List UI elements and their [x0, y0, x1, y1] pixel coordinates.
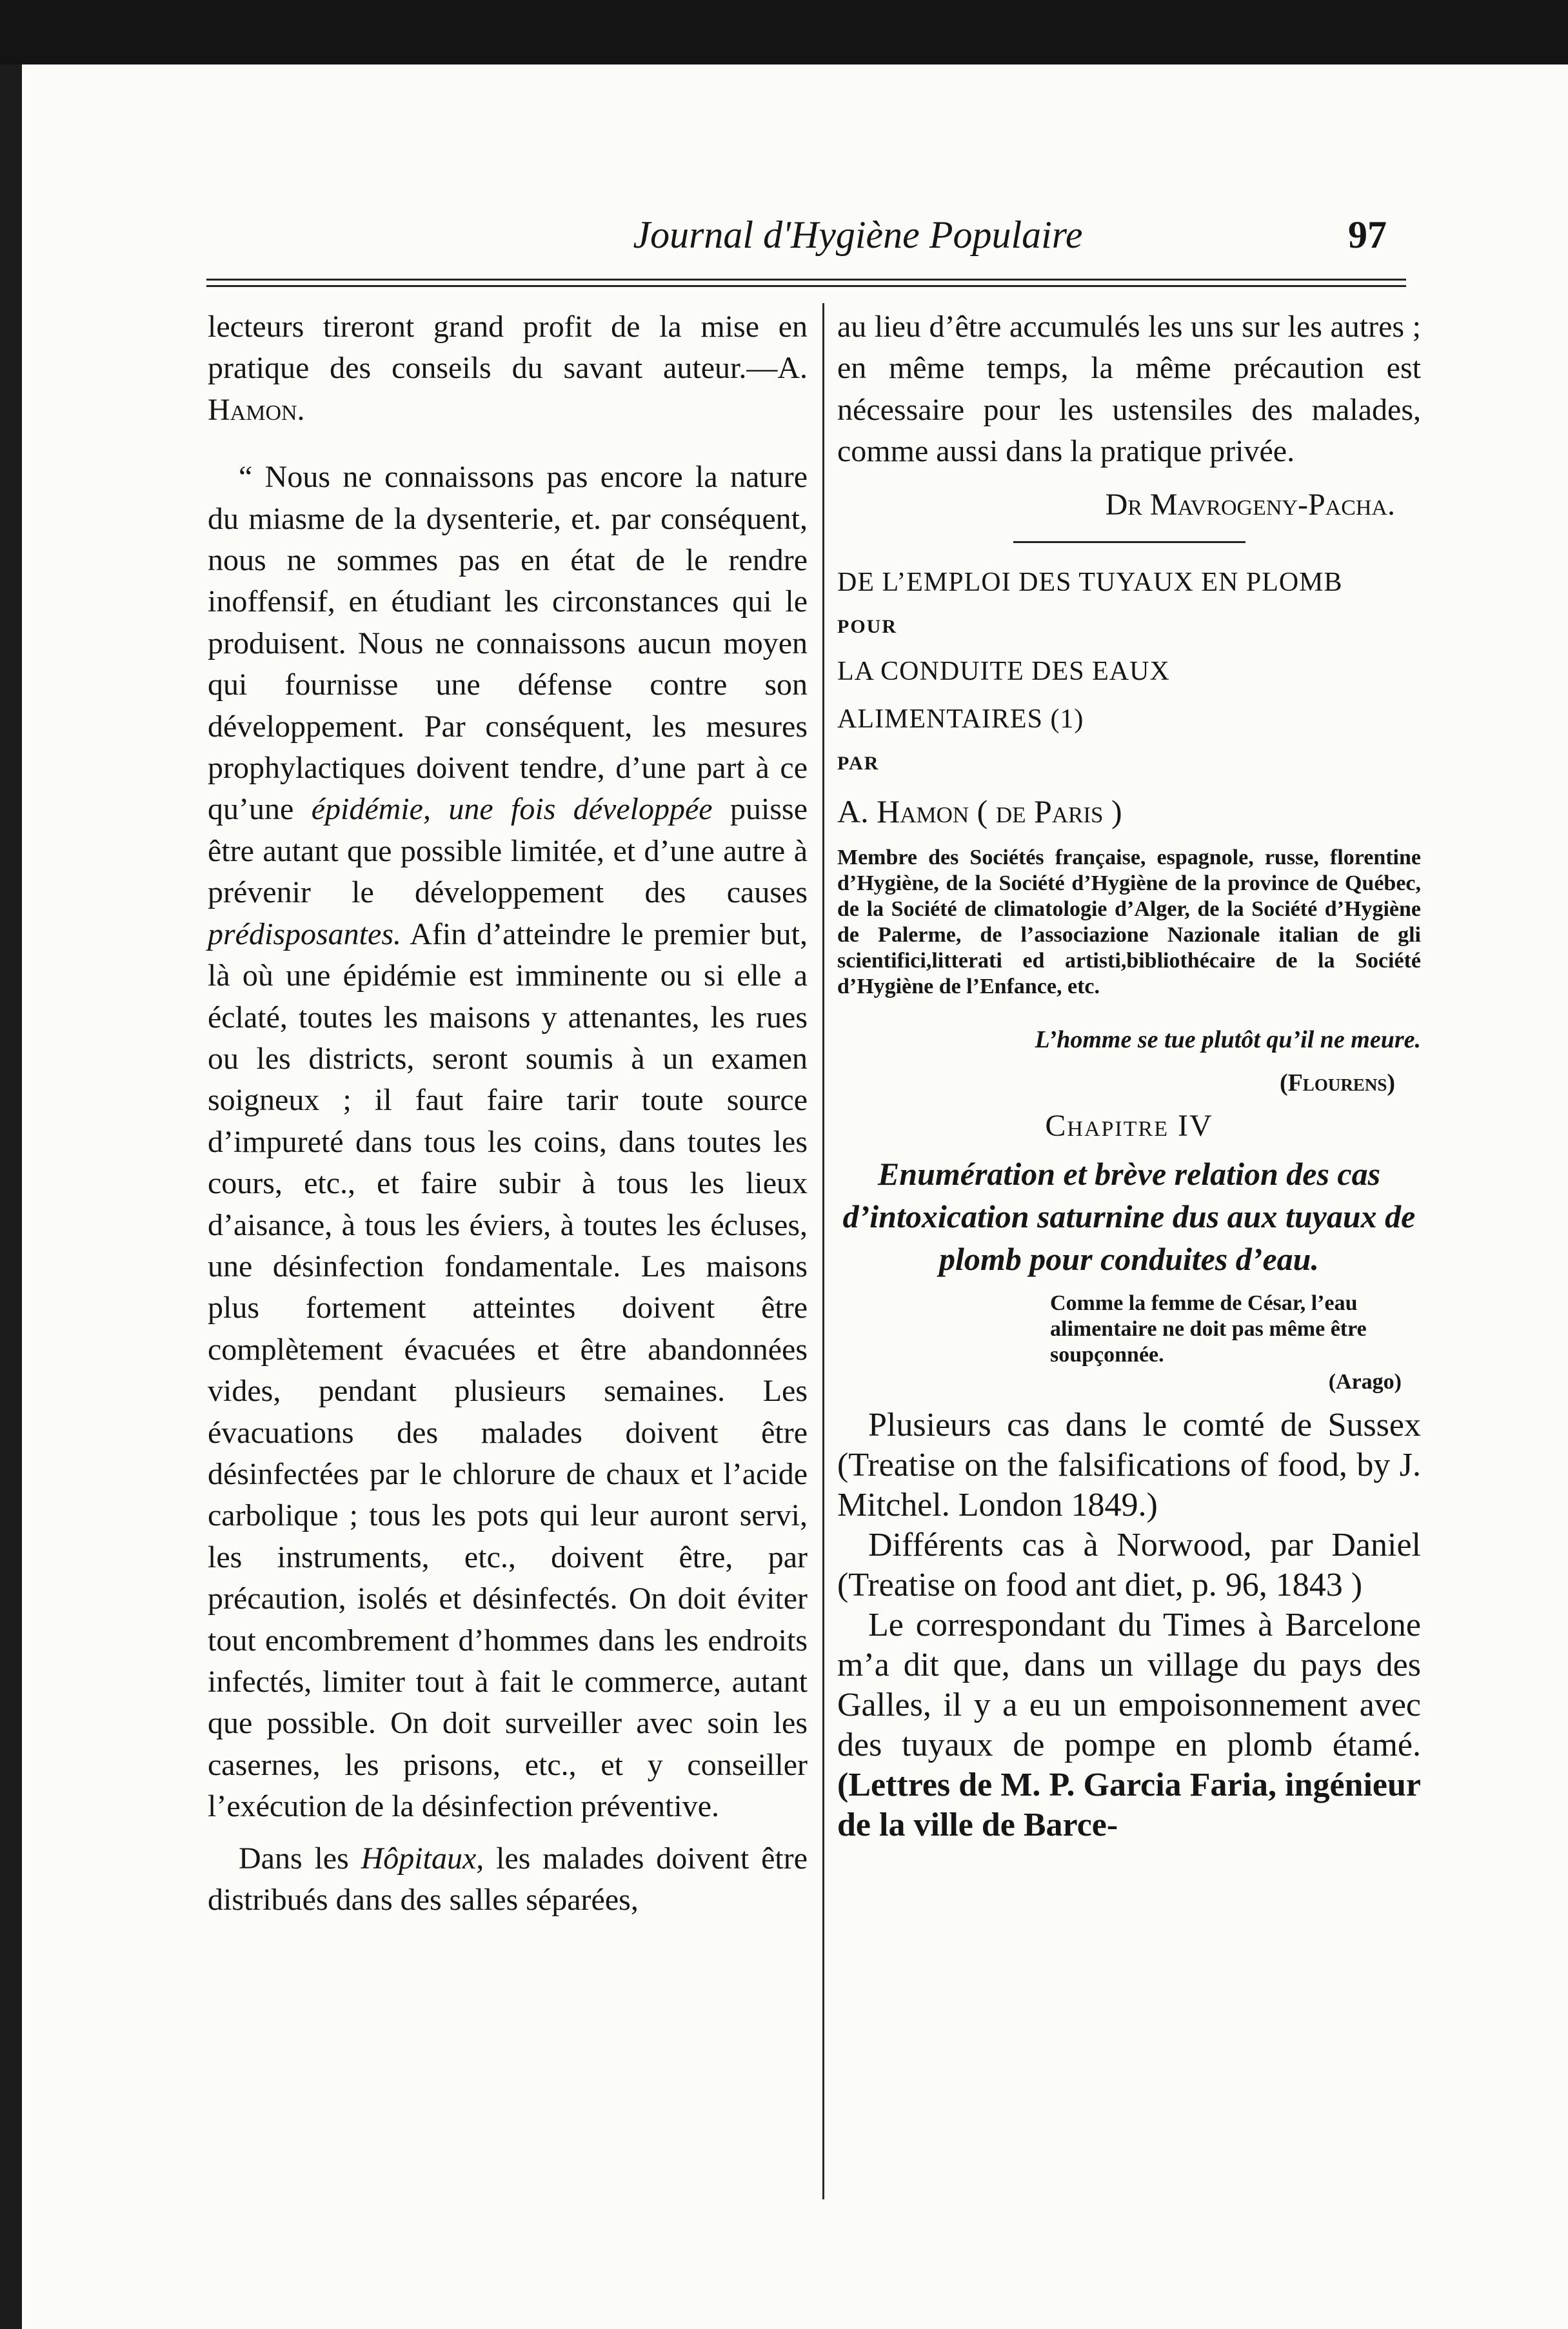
left-p1-text: lecteurs tireront grand profit de la mise en pratique des conseils du savant auteur.—: [208, 310, 808, 386]
article-pour: POUR: [837, 616, 897, 638]
column-divider: [822, 303, 824, 2199]
article-author: A. Hamon ( de Paris ): [837, 793, 1122, 830]
right-column: [837, 306, 1421, 1845]
left-p2-italic-1: épidémie, une fois développée: [311, 792, 713, 827]
running-header-title: Journal d'Hygiène Populaire: [633, 213, 1083, 256]
spacer: [208, 431, 808, 457]
left-p2-text-c: Afin d’atteindre le premier but, là où une épidémie est imminente ou si elle a éclaté, toutes les maisons y attenantes, les rues ou les districts, seront soumis à un examen soigneux ; il faut faire tarir toute source d’impureté dans tous les coins, dans toutes les cours, etc., et faire subir à tous les lieux d’aisance, à tous les éviers, à toutes les écluses, une désinfection fondamentale. Les maisons plus fortement atteintes doivent être complètement évacuées et être abandonnées vides, pendant plusieurs semaines. Les évacuations des malades doivent être désinfectées par le chlorure de chaux et l’acide carbolique ; tous les pots qui leur auront servi, les instruments, etc., doivent être, par précaution, isolés et désinfectés. On doit éviter tout encombrement d’hommes dans les endroits infectés, limiter tout à fait le commerce, autant que possible. On doit surveiller avec soin les casernes, les prisons, etc., et y conseiller l’exécution de la désinfection préventive.: [208, 917, 808, 1824]
chapter-title: Enumération et brève relation des cas d’intoxication saturnine dus aux tuyaux de plomb pour conduites d’eau.: [842, 1155, 1416, 1277]
right-paragraph-4: [837, 1605, 1421, 1845]
left-p2-text-a: “ Nous ne connaissons pas encore la nature du miasme de la dysenterie, et. par conséquent, nous ne sommes pas en état de le rendre inoffensif, en étudiant les circonstances qui le produisent. Nous ne connaissons aucun moyen qui fournisse une défense contre son développement. Par conséquent, les mesures prophylactiques doivent tendre, d’une part à ce qu’une: [208, 460, 808, 827]
left-column: [208, 306, 808, 1921]
epigraph: L’homme se tue plutôt qu’il ne meure.: [1035, 1026, 1421, 1054]
article-par: PAR: [837, 753, 880, 775]
header-rule-top: [206, 279, 1406, 281]
epigraph-attribution: (Flourens): [1279, 1069, 1395, 1097]
left-paragraph-2: [208, 457, 808, 1827]
chapter-quote: Comme la femme de César, l’eau alimentaire ne doit pas même être soupçonnée.: [1050, 1291, 1367, 1367]
chapter-heading: Chapitre IV: [1045, 1109, 1213, 1144]
left-p3-italic: Hôpitaux,: [361, 1841, 484, 1876]
left-p3-text-b: les malades doivent être distribués dans des salles séparées,: [208, 1841, 808, 1918]
left-paragraph-3: [208, 1838, 808, 1921]
article-title-line-2: LA CONDUITE DES EAUX: [837, 657, 1170, 687]
left-p3-text-a: Dans les: [239, 1841, 361, 1876]
header-rule-bottom: [206, 285, 1406, 287]
article-title-line-3: ALIMENTAIRES (1): [837, 704, 1084, 735]
right-paragraph-1: au lieu d’être accumulés les uns sur les autres ; en même temps, la même précaution est nécessaire pour les ustensiles des malades, comme aussi dans la pratique privée.: [837, 310, 1421, 469]
left-p2-text-b: puisse être autant que possible limitée, et d’une autre à prévenir le développement des causes: [208, 792, 808, 910]
section-rule: [1013, 541, 1245, 543]
right-paragraph-2: Plusieurs cas dans le comté de Sussex (Treatise on the falsifications of food, by J. Mitchel. London 1849.): [837, 1406, 1421, 1523]
left-paragraph-1: [208, 306, 808, 431]
right-p4-text-a: Le correspondant du Times à Barcelone m’a dit que, dans un village du pays des Galles, il y a eu un empoisonnement avec des tuyaux de pompe en plomb étamé.: [837, 1606, 1421, 1763]
left-p2-italic-2: prédisposantes.: [208, 917, 401, 951]
scan-top-border: [0, 0, 1568, 64]
page-number: 97: [1348, 213, 1387, 256]
right-paragraph-3: Différents cas à Norwood, par Daniel (Treatise on food ant diet, p. 96, 1843 ): [837, 1526, 1421, 1603]
right-p4-text-b: (Lettres de M. P. Garcia Faria, ingénieur de la ville de Barce-: [837, 1766, 1421, 1843]
scan-left-border: [0, 64, 22, 2329]
article-title-line-1: DE L’EMPLOI DES TUYAUX EN PLOMB: [837, 568, 1343, 598]
chapter-quote-attribution: (Arago): [1328, 1369, 1402, 1394]
left-p1-signature: A. Hamon.: [208, 351, 808, 427]
author-bio: Membre des Sociétés française, espagnole, russe, florentine d’Hygiène, de la Société d’Hygiène de la province de Québec, de la Société de climatologie d’Alger, de la Société d’Hygiène de Palerme, de l’associazione Nazionale italian de gli scientifici,litterati ed artisti,bibliothécaire de la Société d’Hygiène de l’Enfance, etc.: [837, 846, 1421, 999]
right-signature: Dr Mavrogeny-Pacha.: [1105, 487, 1395, 522]
